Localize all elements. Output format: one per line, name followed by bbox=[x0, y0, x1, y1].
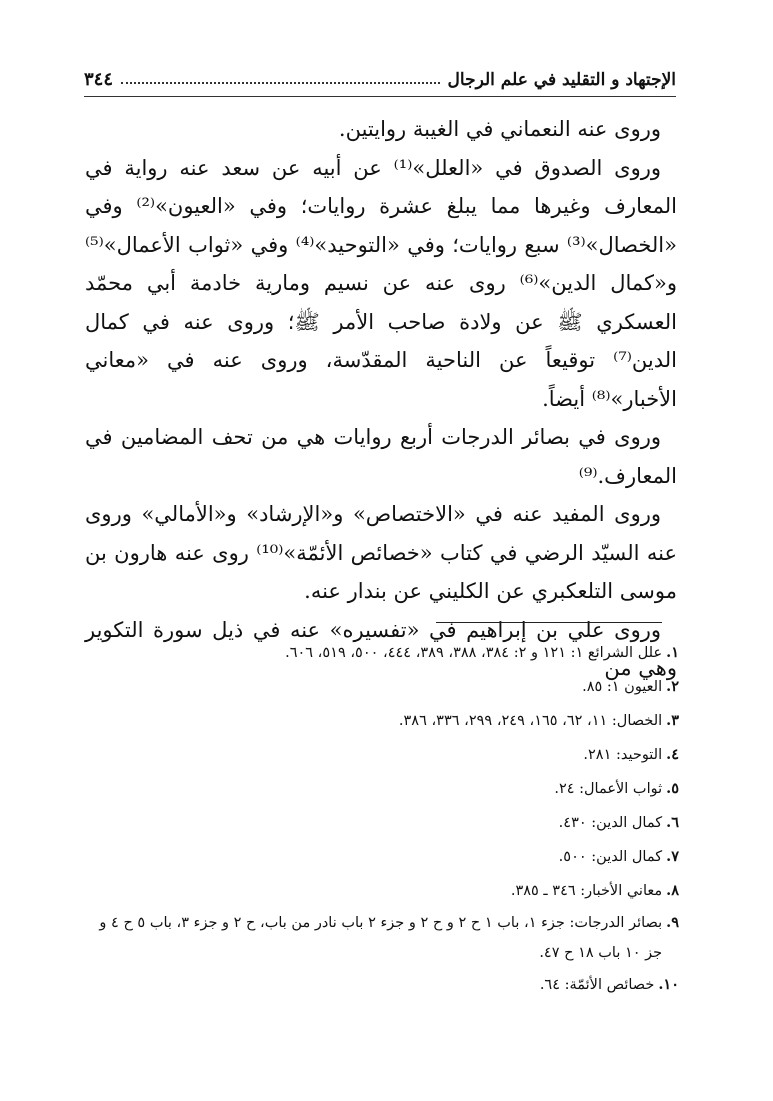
footnote: ٧. كمال الدين: ٥٠٠. bbox=[558, 848, 679, 865]
footnote: ١. علل الشرائع ١: ١٢١ و ٢: ٣٨٤، ٣٨٨، ٣٨٩، ٤٤٤، ٥٠٠، ٥١٩، ٦٠٦. bbox=[285, 644, 679, 661]
paragraph: وروى عنه النعماني في الغيبة روايتين. bbox=[338, 117, 661, 141]
running-title: الإجتهاد و التقليد في علم الرجال bbox=[447, 70, 676, 90]
footnote: ٨. معاني الأخبار: ٣٤٦ ـ ٣٨٥. bbox=[510, 882, 679, 899]
footnote: ٣. الخصال: ١١، ٦٢، ١٦٥، ٢٤٩، ٢٩٩، ٣٣٦، ٣٨٦. bbox=[398, 712, 679, 729]
footnote: ٤. التوحيد: ٢٨١. bbox=[583, 746, 679, 763]
paragraph: وروى في بصائر الدرجات أربع روايات هي من تحف المضامين في المعارف.⁽⁹⁾ bbox=[85, 425, 677, 488]
leader-dots bbox=[121, 82, 440, 84]
footnote: ٥. ثواب الأعمال: ٢٤. bbox=[554, 780, 679, 797]
paragraph: وروى علي بن إبراهيم في «تفسيره» عنه في ذيل سورة التكوير وهي من bbox=[85, 617, 677, 680]
footnotes bbox=[79, 636, 679, 1002]
footnote: ٢. العيون ١: ٨٥. bbox=[582, 678, 679, 695]
footnote: ٦. كمال الدين: ٤٣٠. bbox=[558, 814, 679, 831]
footnote: ٩. بصائر الدرجات: جزء ١، باب ١ ح ٢ و ح ٢ و جزء ٢ باب نادر من باب، ح ٢ و جزء ٣، باب ٥ ح ٤ و جز ١٠ باب ١٨ ح ٤٧. bbox=[99, 914, 679, 961]
paragraph: وروى المفيد عنه في «الاختصاص» و«الإرشاد» و«الأمالي» وروى عنه السيّد الرضي في كتاب «خصائص الأئمّة»⁽¹⁰⁾ روى عنه هارون بن موسى التلعكبري عن الكليني عن بندار عنه. bbox=[85, 502, 677, 603]
footnote-divider bbox=[436, 622, 662, 623]
paragraph: وروى الصدوق في «العلل»⁽¹⁾ عن أبيه عن سعد عنه رواية في المعارف وغيرها مما يبلغ عشرة روايات؛ وفي «العيون»⁽²⁾ وفي «الخصال»⁽³⁾ سبع روايات؛ وفي «التوحيد»⁽⁴⁾ وفي «ثواب الأعمال»⁽⁵⁾ و«كمال الدين»⁽⁶⁾ روى عنه عن نسيم ومارية خادمة أبي محمّد العسكري ﷺ عن ولادة صاحب الأمر ﷺ؛ وروى عنه في كمال الدين⁽⁷⁾ توقيعاً عن الناحية المقدّسة، وروى عنه في «معاني الأخبار»⁽⁸⁾ أيضاً. bbox=[85, 155, 677, 411]
running-header bbox=[84, 62, 676, 97]
main-text bbox=[85, 110, 677, 688]
page-number: ٣٤٤ bbox=[84, 69, 114, 90]
footnote: ١٠. خصائص الأئمّة: ٦٤. bbox=[539, 976, 679, 993]
